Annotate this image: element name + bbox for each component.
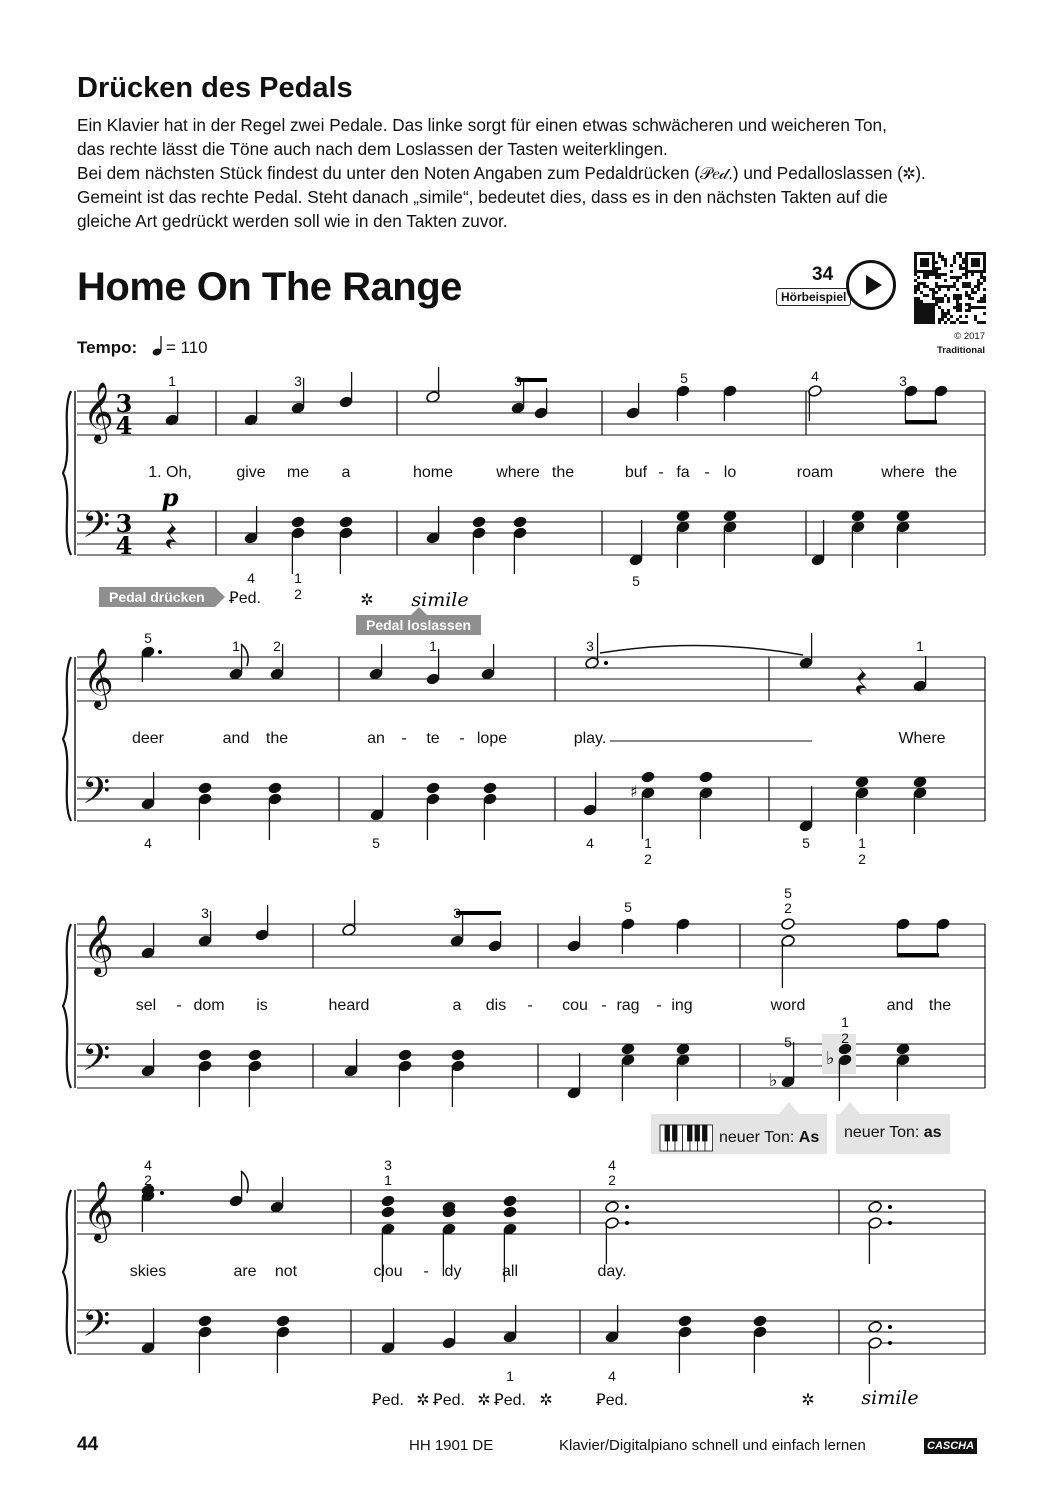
lyric-syllable: heard: [328, 997, 370, 1014]
grand-staff-brace: [63, 657, 71, 821]
simile-marking: simile: [411, 589, 469, 611]
lyric-syllable: the: [265, 730, 289, 747]
fingering-number: 5: [680, 370, 688, 386]
fingering-number: 4: [247, 570, 255, 586]
tempo-label: Tempo:: [77, 338, 138, 357]
black-key: [695, 1125, 700, 1141]
fingering-number: 2: [858, 851, 866, 867]
fingering-number: 1: [294, 570, 302, 586]
lyric-syllable: dom: [193, 997, 225, 1014]
note-head: [641, 770, 656, 783]
new-note-label: neuer Ton:: [844, 1124, 920, 1141]
dynamic-marking: p: [161, 483, 179, 512]
lyric-syllable: are: [233, 1263, 257, 1280]
fingering-number: 3: [453, 905, 461, 921]
tie: [600, 645, 803, 655]
pedal-release-mark: ✲: [477, 1392, 491, 1409]
lyric-syllable: all: [501, 1263, 519, 1280]
lyric-syllable: ing: [671, 997, 693, 1014]
lyric-syllable: lope: [476, 730, 508, 747]
lyric-syllable: home: [412, 464, 454, 481]
pedal-down-mark: Ꝑed.: [433, 1392, 465, 1409]
note-head: [381, 1194, 396, 1207]
copyright-year: © 2017: [954, 331, 985, 342]
note-head: [451, 1048, 466, 1061]
fingering-number: 1: [916, 638, 924, 654]
fingering-number: 3: [384, 1157, 392, 1173]
lyric-syllable: deer: [131, 730, 165, 747]
fingering-number: 2: [841, 1030, 849, 1046]
pedal-release-mark: ✲: [801, 1392, 815, 1409]
publisher-logo: CASCHA: [924, 1438, 977, 1454]
tempo-value: = 110: [165, 338, 208, 357]
lyric-syllable: -: [176, 997, 182, 1014]
pedal-down-mark: Ꝑed.: [372, 1392, 404, 1409]
note-head: [503, 1205, 518, 1218]
fingering-number: 5: [802, 835, 810, 851]
note-head: [339, 515, 354, 528]
bass-clef: 𝄢: [82, 504, 111, 555]
note-head: [472, 515, 487, 528]
fingering-number: 3: [899, 373, 907, 389]
fingering-number: 2: [608, 1172, 616, 1188]
new-note-value: As: [798, 1129, 820, 1147]
lyric-syllable: not: [274, 1263, 298, 1280]
augmentation-dot: [625, 1205, 629, 1209]
lyric-syllable: dis: [485, 997, 507, 1014]
fingering-number: 1: [841, 1014, 849, 1030]
fingering-number: 2: [144, 1172, 152, 1188]
note-head: [426, 781, 441, 794]
grand-staff-brace: [63, 391, 71, 555]
time-signature-bottom: 4: [115, 411, 133, 440]
lyric-syllable: an: [367, 730, 385, 747]
note-head: [198, 1048, 213, 1061]
fingering-number: 4: [608, 1157, 616, 1173]
note-head: [381, 1205, 396, 1218]
lyric-syllable: the: [551, 464, 575, 481]
intro-line: das rechte lässt die Töne auch nach dem Loslassen der Tasten weiterklingen.: [77, 139, 668, 159]
fingering-number: 1: [644, 835, 652, 851]
lyric-syllable: day.: [597, 1263, 627, 1280]
bass-clef: 𝄢: [82, 1037, 111, 1088]
time-signature-top: 3: [115, 389, 133, 418]
note-head: [781, 917, 796, 930]
lyric-syllable: rag: [616, 997, 640, 1014]
fingering-number: 5: [144, 630, 152, 646]
fingering-number: 4: [608, 1368, 616, 1384]
fingering-number: 5: [624, 899, 632, 915]
augmentation-dot: [604, 661, 608, 665]
fingering-number: 1: [168, 373, 176, 389]
pedal-release-mark: ✲: [360, 592, 374, 609]
lyric-syllable: 1. Oh,: [148, 464, 192, 481]
new-note-value: as: [923, 1124, 942, 1141]
audio-track-number: 34: [812, 264, 834, 285]
piece-title: Home On The Range: [77, 265, 462, 309]
lyric-syllable: te: [426, 730, 440, 747]
lyric-syllable: fa: [676, 464, 690, 481]
fingering-number: 2: [273, 638, 281, 654]
composer-credit: Traditional: [936, 345, 985, 356]
lyric-syllable: -: [527, 997, 533, 1014]
section-heading: Drücken des Pedals: [77, 72, 353, 104]
lyric-syllable: -: [704, 464, 710, 481]
fingering-number: 3: [201, 905, 209, 921]
fingering-number: 4: [586, 835, 594, 851]
fingering-number: 4: [144, 835, 152, 851]
lyric-syllable: -: [601, 997, 607, 1014]
note-head: [753, 1314, 768, 1327]
lyric-syllable: skies: [129, 1263, 167, 1280]
augmentation-dot: [888, 1221, 892, 1225]
note-head: [699, 770, 714, 783]
lyric-syllable: and: [886, 997, 914, 1014]
fingering-number: 1: [429, 638, 437, 654]
lyric-syllable: the: [934, 464, 958, 481]
augmentation-dot: [158, 650, 162, 654]
new-note-label: neuer Ton:: [719, 1129, 795, 1147]
flat-accidental: ♭: [826, 1048, 835, 1069]
lyric-syllable: buf: [624, 464, 648, 481]
lyric-syllable: me: [286, 464, 310, 481]
augmentation-dot: [625, 1221, 629, 1225]
note-head: [678, 1314, 693, 1327]
augmentation-dot: [160, 1191, 164, 1195]
lyric-syllable: sel: [135, 997, 157, 1014]
grand-staff-brace: [63, 924, 71, 1088]
fingering-number: 1: [232, 638, 240, 654]
new-note-box-as-lower: [836, 1114, 950, 1154]
time-signature-bottom: 4: [115, 531, 133, 560]
fingering-number: 2: [644, 851, 652, 867]
lyric-syllable: -: [423, 1263, 429, 1280]
augmentation-dot: [888, 1341, 892, 1345]
quarter-rest: [856, 667, 867, 695]
pedal-down-tag: Pedal drücken: [99, 587, 215, 607]
black-key: [703, 1125, 708, 1141]
beam: [897, 953, 939, 957]
pedal-release-mark: ✲: [416, 1392, 430, 1409]
fingering-number: 4: [144, 1157, 152, 1173]
bass-clef: 𝄢: [82, 770, 111, 821]
fingering-number: 5: [784, 885, 792, 901]
fingering-number: 1: [506, 1368, 514, 1384]
black-key: [688, 1125, 693, 1141]
time-signature-top: 3: [115, 509, 133, 538]
book-code: HH 1901 DE: [409, 1437, 494, 1454]
simile-marking: simile: [861, 1387, 919, 1409]
flat-accidental: ♭: [769, 1070, 778, 1091]
lyric-syllable: -: [459, 730, 465, 747]
fingering-number: 5: [784, 1034, 792, 1050]
lyric-syllable: -: [401, 730, 407, 747]
lyric-syllable: roam: [796, 464, 834, 481]
intro-line: Gemeint ist das rechte Pedal. Steht danach „simile“, bedeutet dies, dass es in den nächsten Takten auf die: [77, 187, 888, 207]
note-head: [398, 1048, 413, 1061]
note-head: [198, 1314, 213, 1327]
intro-line: gleiche Art gedrückt werden soll wie in den Takten zuvor.: [77, 211, 508, 231]
lyric-syllable: where: [881, 464, 925, 481]
new-note-box-as: [651, 1114, 827, 1154]
lyric-syllable: and: [222, 730, 250, 747]
lyric-syllable: give: [236, 464, 266, 481]
intro-line: Bei dem nächsten Stück findest du unter den Noten Angaben zum Pedaldrücken (𝒫𝑒𝒹.) und Pedalloslassen (✲).: [77, 163, 926, 183]
pedal-release-mark: ✲: [539, 1392, 553, 1409]
beam: [905, 420, 937, 424]
lyric-syllable: cou: [562, 997, 588, 1014]
note-head: [503, 1194, 518, 1207]
pedal-release-tag: Pedal loslassen: [356, 615, 481, 635]
quarter-rest: [166, 521, 177, 549]
fingering-number: 1: [384, 1172, 392, 1188]
treble-clef: 𝄞: [83, 648, 114, 708]
treble-clef: 𝄞: [83, 382, 114, 442]
note-head: [198, 781, 213, 794]
pedal-down-mark: Ꝑed.: [596, 1392, 628, 1409]
page-number: 44: [77, 1434, 99, 1455]
note-head: [268, 781, 283, 794]
fingering-number: 2: [294, 586, 302, 602]
fingering-number: 2: [784, 900, 792, 916]
lyric-syllable: word: [770, 997, 806, 1014]
lyric-syllable: clou: [373, 1263, 403, 1280]
lyric-syllable: a: [341, 464, 351, 481]
lyric-syllable: is: [256, 997, 268, 1014]
bass-clef: 𝄢: [82, 1303, 111, 1354]
beam: [456, 911, 501, 915]
lyric-syllable: -: [658, 464, 664, 481]
augmentation-dot: [888, 1205, 892, 1209]
pedal-down-mark: Ꝑed.: [494, 1392, 526, 1409]
lyric-syllable: lo: [723, 464, 737, 481]
fingering-number: 1: [858, 835, 866, 851]
lyric-syllable: the: [928, 997, 952, 1014]
note-head: [513, 515, 528, 528]
lyric-syllable: dy: [444, 1263, 462, 1280]
lyric-syllable: -: [656, 997, 662, 1014]
fingering-number: 3: [514, 373, 522, 389]
fingering-number: 5: [632, 573, 640, 589]
lyric-syllable: Where: [898, 730, 946, 747]
treble-clef: 𝄞: [83, 1181, 114, 1241]
audio-example-label: Hörbeispiel: [776, 288, 851, 306]
lyric-syllable: where: [496, 464, 540, 481]
fingering-number: 5: [372, 835, 380, 851]
fingering-number: 4: [811, 368, 819, 384]
note-head: [276, 1314, 291, 1327]
grand-staff-brace: [63, 1190, 71, 1354]
book-title: Klavier/Digitalpiano schnell und einfach lernen: [559, 1437, 866, 1454]
sharp-accidental: ♯: [630, 782, 638, 801]
treble-clef: 𝄞: [83, 915, 114, 975]
black-key: [665, 1125, 670, 1141]
note-head: [483, 781, 498, 794]
lyric-syllable: play.: [573, 730, 607, 747]
note-head: [248, 1048, 263, 1061]
fingering-number: 3: [294, 373, 302, 389]
intro-line: Ein Klavier hat in der Regel zwei Pedale. Das linke sorgt für einen etwas schwächeren und weicheren Ton,: [77, 115, 887, 135]
piano-keyboard-icon: [659, 1124, 713, 1152]
fingering-number: 3: [586, 638, 594, 654]
note-head: [291, 515, 306, 528]
lyric-syllable: a: [452, 997, 462, 1014]
pedal-down-mark: Ꝑed.: [229, 590, 261, 607]
black-key: [673, 1125, 678, 1141]
augmentation-dot: [888, 1325, 892, 1329]
